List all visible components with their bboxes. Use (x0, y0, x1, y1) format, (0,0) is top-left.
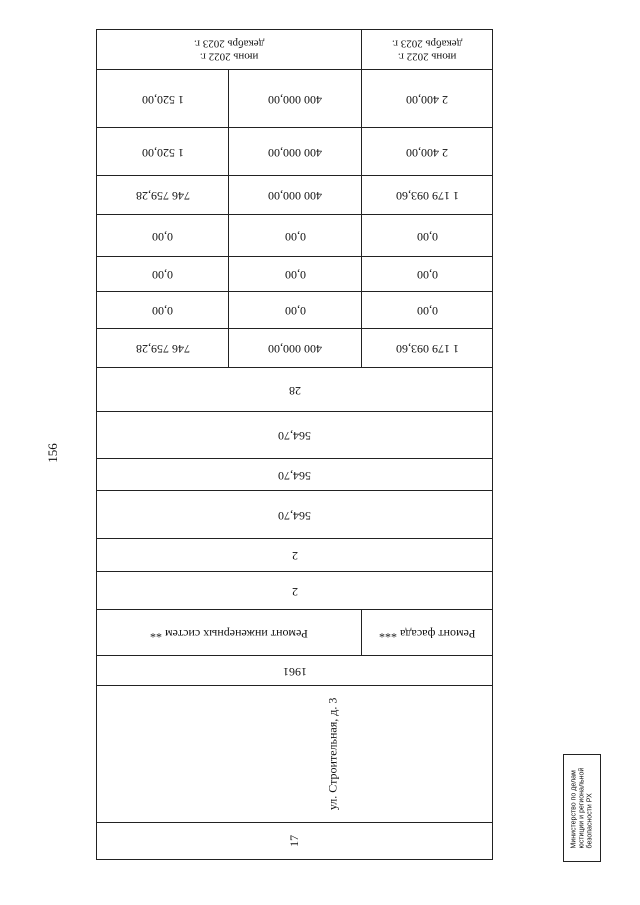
year-cell: 1961 (96, 655, 493, 686)
area-cell: 564,70 (96, 411, 493, 459)
table-cell: 2 400,00 (361, 69, 493, 128)
period-cell-right: июнь 2022 г. декабрь 2023 г. (361, 29, 493, 70)
address-cell: ул. Строительная, д. 3 (96, 685, 493, 823)
table-cell: 400 000,00 (228, 69, 362, 128)
row-number-cell: 17 (96, 822, 493, 860)
ministry-stamp: Министерство по делам юстиции и региональной безопасности РХ (563, 754, 601, 862)
table-cell: 1 520,00 (96, 69, 229, 128)
table-cell: 0,00 (228, 256, 362, 292)
table-cell: 1 179 093,60 (361, 175, 493, 215)
table-cell: 0,00 (96, 214, 229, 257)
table-cell: 746 759,28 (96, 328, 229, 368)
page-number: 156 (45, 443, 60, 463)
table-cell: 400 000,00 (228, 127, 362, 176)
table-cell: 1 520,00 (96, 127, 229, 176)
table-cell: 0,00 (96, 291, 229, 329)
table-cell: 746 759,28 (96, 175, 229, 215)
table-cell: 0,00 (96, 256, 229, 292)
rotated-table (96, 29, 493, 860)
count-cell: 2 (96, 571, 493, 610)
table-cell: 400 000,00 (228, 175, 362, 215)
table-cell: 0,00 (361, 291, 493, 329)
count-cell: 2 (96, 538, 493, 572)
area-cell: 564,70 (96, 458, 493, 491)
table-cell: 1 179 093,60 (361, 328, 493, 368)
table-cell: 0,00 (361, 214, 493, 257)
area-cell: 564,70 (96, 490, 493, 539)
table-cell: 0,00 (361, 256, 493, 292)
work-type-engineering-cell: Ремонт инженерных систем ** (96, 609, 362, 656)
work-type-facade-cell: Ремонт фасада *** (361, 609, 493, 656)
table-cell: 2 400,00 (361, 127, 493, 176)
table-cell: 0,00 (228, 291, 362, 329)
table-cell: 400 000,00 (228, 328, 362, 368)
apartments-count-cell: 28 (96, 367, 493, 412)
table-cell: 0,00 (228, 214, 362, 257)
period-cell-left: июнь 2022 г. декабрь 2023 г. (96, 29, 362, 70)
